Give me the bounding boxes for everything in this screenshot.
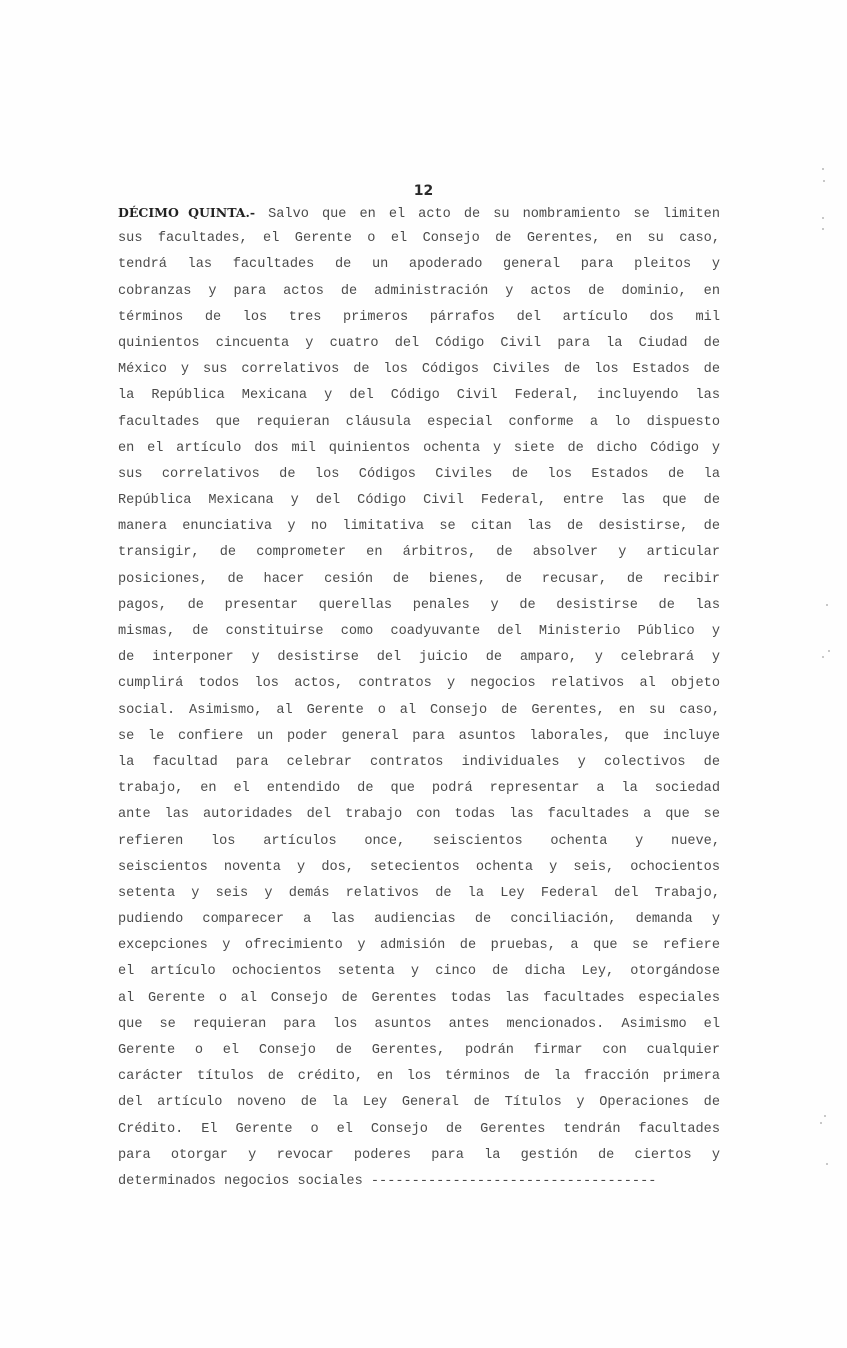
text-line: cobranzas y para actos de administración y actos de dominio, en (118, 283, 720, 299)
text-line: sus facultades, el Gerente o el Consejo de Gerentes, en su caso, (118, 231, 720, 247)
text-line: quinientos cincuenta y cuatro del Código Civil para la Ciudad de (118, 335, 720, 351)
text-line: posiciones, de hacer cesión de bienes, de recusar, de recibir (118, 571, 720, 587)
text-line: el artículo ochocientos setenta y cinco de dicha Ley, otorgándose (118, 964, 720, 980)
text-line: trabajo, en el entendido de que podrá representar a la sociedad (118, 781, 720, 797)
text-line: facultades que requieran cláusula especial conforme a lo dispuesto (118, 414, 720, 430)
scan-speck (822, 228, 824, 230)
text-line: cumplirá todos los actos, contratos y negocios relativos al objeto (118, 676, 720, 692)
text-line: seiscientos noventa y dos, setecientos ochenta y seis, ochocientos (118, 859, 720, 875)
text-line: tendrá las facultades de un apoderado general para pleitos y (118, 257, 720, 273)
text-line: México y sus correlativos de los Códigos Civiles de los Estados de (118, 362, 720, 378)
text-line: social. Asimismo, al Gerente o al Consejo de Gerentes, en su caso, (118, 702, 720, 718)
scan-speck (826, 1163, 828, 1165)
scan-speck (822, 656, 824, 658)
text-line: de interponer y desistirse del juicio de amparo, y celebrará y (118, 650, 720, 666)
text-line: al Gerente o al Consejo de Gerentes todas las facultades especiales (118, 990, 720, 1006)
scan-speck (822, 168, 824, 170)
text-line: Gerente o el Consejo de Gerentes, podrán firmar con cualquier (118, 1043, 720, 1058)
scan-speck (824, 1115, 826, 1117)
text-line: en el artículo dos mil quinientos ochenta y siete de dicho Código y (118, 440, 720, 456)
text-line: sus correlativos de los Códigos Civiles de los Estados de la (118, 466, 720, 482)
scan-speck (823, 180, 825, 182)
text-line: pagos, de presentar querellas penales y de desistirse de las (118, 597, 720, 613)
text-line: mismas, de constituirse como coadyuvante del Ministerio Público y (118, 624, 720, 639)
text-line: setenta y seis y demás relativos de la Ley Federal del Trabajo, (118, 885, 720, 901)
text-line: refieren los artículos once, seiscientos ochenta y nueve, (118, 833, 720, 849)
text-line: del artículo noveno de la Ley General de Títulos y Operaciones de (118, 1095, 720, 1111)
text-line: pudiendo comparecer a las audiencias de conciliación, demanda y (118, 912, 720, 928)
clause-text (118, 200, 720, 1195)
text-line: la facultad para celebrar contratos individuales y colectivos de (118, 754, 720, 770)
clause-heading: DÉCIMO QUINTA.- (118, 205, 256, 220)
text-line-content: Salvo que en el acto de su nombramiento se limiten (268, 207, 720, 222)
text-line: manera enunciativa y no limitativa se citan las de desistirse, de (118, 519, 720, 535)
text-line: que se requieran para los asuntos antes mencionados. Asimismo el (118, 1016, 720, 1032)
text-line: determinados negocios sociales ----------------------------------- (118, 1173, 657, 1189)
scan-speck (826, 604, 828, 606)
text-line: términos de los tres primeros párrafos del artículo dos mil (118, 309, 720, 325)
text-line: República Mexicana y del Código Civil Federal, entre las que de (118, 493, 720, 509)
scan-speck (828, 650, 830, 652)
text-line: se le confiere un poder general para asuntos laborales, que incluye (118, 728, 720, 744)
text-line (118, 200, 720, 226)
text-line: para otorgar y revocar poderes para la gestión de ciertos y (118, 1147, 720, 1163)
text-line: excepciones y ofrecimiento y admisión de pruebas, a que se refiere (118, 938, 720, 954)
page-number: 12 (413, 183, 434, 199)
text-line: carácter títulos de crédito, en los términos de la fracción primera (118, 1069, 720, 1085)
scan-speck (822, 217, 824, 219)
text-line: la República Mexicana y del Código Civil Federal, incluyendo las (118, 388, 720, 404)
text-line: ante las autoridades del trabajo con todas las facultades a que se (118, 807, 720, 823)
scan-speck (820, 1122, 822, 1124)
text-line: transigir, de comprometer en árbitros, de absolver y articular (118, 545, 720, 561)
text-line: Crédito. El Gerente o el Consejo de Gerentes tendrán facultades (118, 1121, 720, 1137)
